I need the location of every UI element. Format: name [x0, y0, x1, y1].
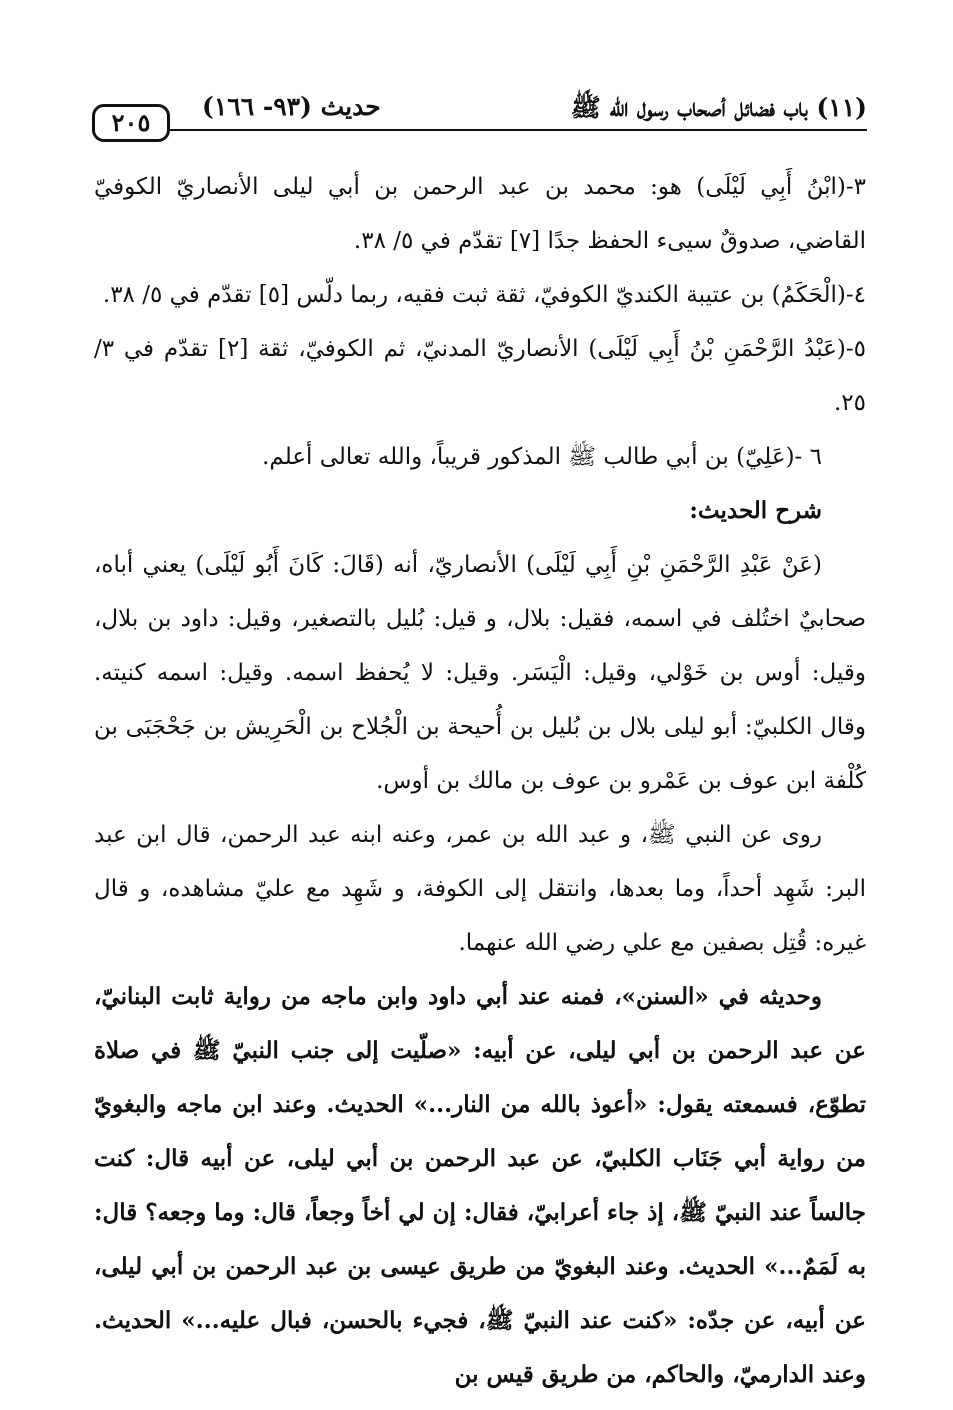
page-body — [94, 160, 866, 1402]
body-paragraph: روى عن النبي ﷺ، و عبد الله بن عمر، وعنه ابنه عبد الرحمن، قال ابن عبد البر: شَهِد أحداً، وما بعدها، وانتقل إلى الكوفة، و شَهِد مع عليّ مشاهده، و قال غيره: قُتِل بصفين مع علي رضي الله عنهما. — [94, 822, 866, 956]
hadith-range: حديث (٩٣- ١٦٦) — [202, 92, 381, 121]
narrator-entry: ٦ -(عَلِيّ) بن أبي طالب ﷺ المذكور قريباً، والله تعالى أعلم. — [262, 444, 822, 470]
section-heading: شرح الحديث: — [689, 497, 822, 524]
narrator-entry: ٥-(عَبْدُ الرَّحْمَنِ بْنُ أَبِي لَيْلَى) الأنصاريّ المدنيّ، ثم الكوفيّ، ثقة [٢] تقدّم في ٣/ ٢٥. — [94, 336, 867, 416]
body-paragraph: وحديثه في «السنن»، فمنه عند أبي داود وابن ماجه من رواية ثابت البنانيّ، عن عبد الرحمن بن أبي ليلى، عن أبيه: «صلّيت إلى جنب النبيّ ﷺ في صلاة تطوّع، فسمعته يقول: «أعوذ بالله من النار...» الحديث. وعند ابن ماجه والبغويّ من رواية أبي جَنَاب الكلبيّ، عن عبد الرحمن بن أبي ليلى، عن أبيه قال: كنت جالساً عند النبيّ ﷺ، إذ جاء أعرابيّ، فقال: إن لي أخاً وجعاً، قال: وما وجعه؟ قال: به لَمَمٌ...» الحديث. وعند البغويّ من طريق عيسى بن عبد الرحمن بن أبي ليلى، عن أبيه، عن جدّه: «كنت عند النبيّ ﷺ، فجيء بالحسن، فبال عليه...» الحديث. وعند الدارميّ، والحاكم، من طريق قيس بن — [94, 983, 866, 1388]
chapter-title: (١١) باب فضائل أصحاب رسول الله ﷺ — [570, 93, 867, 122]
header-divider — [170, 129, 867, 131]
page-number: ٢٠٥ — [92, 104, 170, 142]
narrator-entry: ٣-(ابْنُ أَبِي لَيْلَى) هو: محمد بن عبد الرحمن بن أبي ليلى الأنصاريّ الكوفيّ القاضي، صدوقٌ سيىء الحفظ جدًا [٧] تقدّم في ٥/ ٣٨. — [94, 174, 866, 254]
narrator-entry: ٤-(الْحَكَمُ) بن عتيبة الكنديّ الكوفيّ، ثقة ثبت فقيه، ربما دلّس [٥] تقدّم في ٥/ ٣٨. — [102, 282, 866, 308]
body-paragraph: (عَنْ عَبْدِ الرَّحْمَنِ بْنِ أَبِي لَيْلَى) الأنصاريّ، أنه (قَالَ: كَانَ أَبُو لَيْلَى) يعني أباه، صحابيٌ اختُلف في اسمه، فقيل: بلال، و قيل: بُليل بالتصغير، وقيل: داود بن بلال، وقيل: أوس بن خَوْلي، وقيل: الْيَسَر. وقيل: لا يُحفظ اسمه. وقيل: اسمه كنيته. وقال الكلبيّ: أبو ليلى بلال بن بُليل بن أُحيحة بن الْجُلاح بن الْحَرِيش بن جَحْجَبَى بن كُلْفة ابن عوف بن عَمْرو بن عوف بن مالك بن أوس. — [94, 552, 866, 794]
page-header — [92, 86, 867, 148]
